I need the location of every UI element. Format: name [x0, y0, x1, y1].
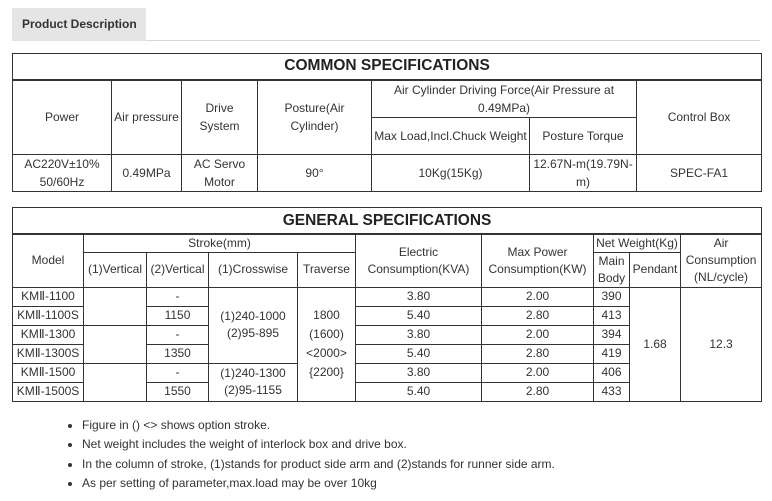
header-pendant: Pendant — [630, 252, 681, 287]
header-stroke: Stroke(mm) — [84, 234, 356, 253]
vertical2-cell: 1350 — [147, 344, 209, 363]
header-max-power: Max Power Consumption(KW) — [482, 234, 594, 288]
traverse-line: {2200} — [309, 365, 344, 379]
electric-cell: 5.40 — [356, 382, 482, 401]
header-crosswise-1: (1)Crosswise — [209, 252, 298, 287]
vertical2-cell: - — [147, 287, 209, 306]
max-power-cell: 2.80 — [482, 306, 594, 325]
table-row — [13, 287, 762, 306]
max-power-cell: 2.00 — [482, 363, 594, 382]
header-traverse: Traverse — [298, 252, 356, 287]
value-air-pressure: 0.49MPa — [112, 154, 182, 191]
electric-cell: 5.40 — [356, 306, 482, 325]
vertical1-cell — [84, 363, 147, 401]
header-power: Power — [13, 80, 112, 155]
max-power-cell: 2.00 — [482, 287, 594, 306]
model-cell: KMⅡ-1100 — [13, 287, 84, 306]
max-power-cell: 2.00 — [482, 325, 594, 344]
vertical2-cell: 1550 — [147, 382, 209, 401]
tab-product-description[interactable]: Product Description — [12, 8, 146, 41]
header-cylinder-force: Air Cylinder Driving Force(Air Pressure at 0.49MPa) — [372, 80, 637, 118]
general-title: GENERAL SPECIFICATIONS — [13, 208, 762, 234]
header-vertical-1: (1)Vertical — [84, 252, 147, 287]
value-posture-torque: 12.67N-m(19.79N-m) — [530, 154, 637, 191]
max-power-cell: 2.80 — [482, 382, 594, 401]
model-cell: KMⅡ-1300 — [13, 325, 84, 344]
vertical2-cell: - — [147, 325, 209, 344]
vertical1-cell — [84, 287, 147, 325]
value-max-load: 10Kg(15Kg) — [372, 154, 530, 191]
electric-cell: 5.40 — [356, 344, 482, 363]
header-control-box: Control Box — [637, 80, 762, 155]
crosswise-line: (2)95-1155 — [224, 383, 282, 397]
header-posture-torque: Posture Torque — [530, 117, 637, 154]
main-body-cell: 390 — [594, 287, 630, 306]
main-body-cell: 394 — [594, 325, 630, 344]
crosswise-line: (1)240-1300 — [220, 366, 286, 380]
header-posture: Posture(Air Cylinder) — [258, 80, 372, 155]
model-cell: KMⅡ-1300S — [13, 344, 84, 363]
note-item: • Net weight includes the weight of interlock box and drive box. — [82, 435, 555, 454]
header-net-weight: Net Weight(Kg) — [594, 234, 681, 253]
header-electric: Electric Consumption(KVA) — [356, 234, 482, 288]
model-cell: KMⅡ-1500 — [13, 363, 84, 382]
traverse-line: <2000> — [306, 346, 347, 360]
crosswise-line: (1)240-1000 — [220, 309, 286, 323]
main-body-cell: 406 — [594, 363, 630, 382]
vertical2-cell: 1150 — [147, 306, 209, 325]
value-drive-system: AC Servo Motor — [182, 154, 258, 191]
main-body-cell: 419 — [594, 344, 630, 363]
header-main-body: Main Body — [594, 252, 630, 287]
model-cell: KMⅡ-1500S — [13, 382, 84, 401]
value-control-box: SPEC-FA1 — [637, 154, 762, 191]
general-specifications-table — [12, 207, 762, 402]
notes-list — [66, 416, 555, 493]
traverse-cell — [298, 287, 356, 401]
value-posture: 90° — [258, 154, 372, 191]
value-power: AC220V±10% 50/60Hz — [13, 154, 112, 191]
crosswise-line: (2)95-895 — [226, 326, 280, 340]
main-body-cell: 433 — [594, 382, 630, 401]
crosswise-cell — [209, 287, 298, 363]
header-air-consumption: Air Consumption (NL/cycle) — [681, 234, 762, 288]
header-max-load: Max Load,Incl.Chuck Weight — [372, 117, 530, 154]
electric-cell: 3.80 — [356, 325, 482, 344]
header-model: Model — [13, 234, 84, 288]
model-cell: KMⅡ-1100S — [13, 306, 84, 325]
header-drive-system: Drive System — [182, 80, 258, 155]
header-air-pressure: Air pressure — [112, 80, 182, 155]
note-item: • Figure in () <> shows option stroke. — [82, 416, 555, 435]
common-specifications-table — [12, 53, 762, 192]
max-power-cell: 2.80 — [482, 344, 594, 363]
traverse-line: 1800 — [313, 308, 340, 322]
tab-bar — [12, 8, 760, 41]
vertical1-cell — [84, 325, 147, 363]
note-item: • As per setting of parameter,max.load may be over 10kg — [82, 474, 555, 493]
note-item: • In the column of stroke, (1)stands for product side arm and (2)stands for runner side arm. — [82, 455, 555, 474]
header-vertical-2: (2)Vertical — [147, 252, 209, 287]
crosswise-cell — [209, 363, 298, 401]
electric-cell: 3.80 — [356, 363, 482, 382]
common-title: COMMON SPECIFICATIONS — [13, 54, 762, 80]
traverse-line: (1600) — [309, 327, 344, 341]
vertical2-cell: - — [147, 363, 209, 382]
main-body-cell: 413 — [594, 306, 630, 325]
air-consumption-cell: 12.3 — [681, 287, 762, 401]
electric-cell: 3.80 — [356, 287, 482, 306]
pendant-cell: 1.68 — [630, 287, 681, 401]
